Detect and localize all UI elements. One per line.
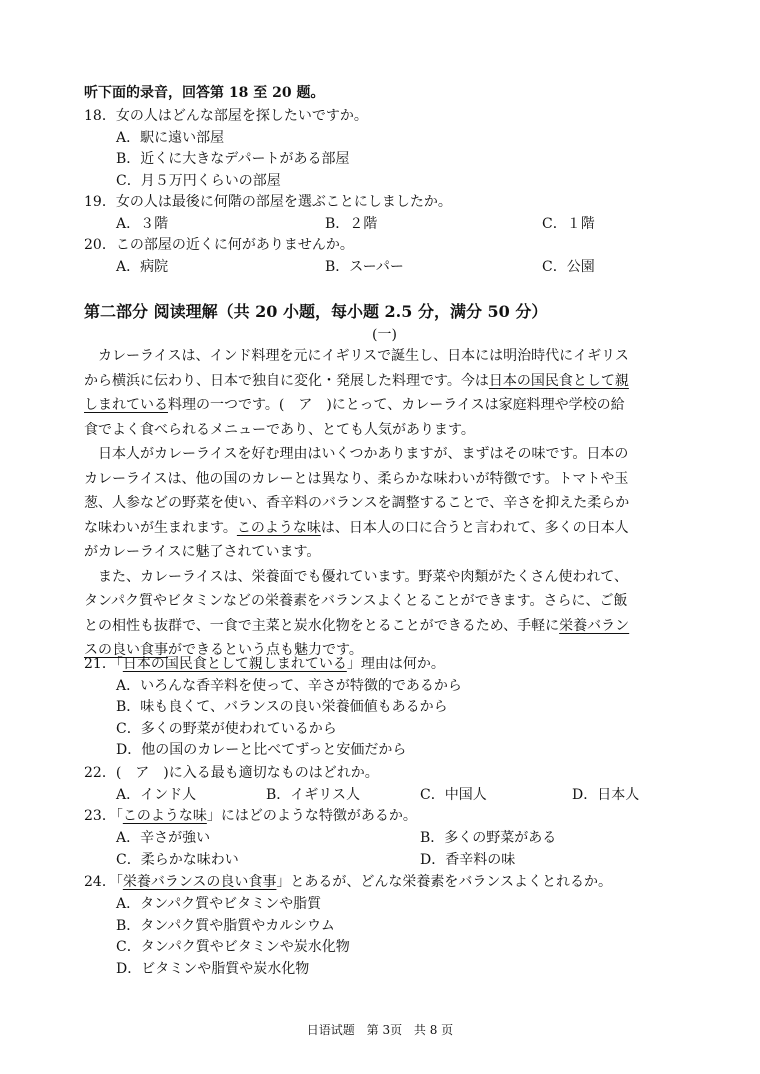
passage-line: 日本人がカレーライスを好む理由はいくつかありますが、まずはその味です。日本の <box>98 446 629 462</box>
option-22a: A．インド人 <box>116 787 197 803</box>
question-23 <box>84 806 417 826</box>
option-18c: C．月５万円くらいの部屋 <box>116 173 281 189</box>
underlined-phrase: 日本の国民食として親 <box>488 372 629 389</box>
option-23c: C．柔らかな味わい <box>116 852 239 868</box>
option-18b: B．近くに大きなデパートがある部屋 <box>116 151 350 167</box>
question-number: 21． <box>84 656 116 672</box>
option-21c: C．多くの野菜が使われているから <box>116 721 337 737</box>
bracket: 「 <box>115 874 123 890</box>
passage-line: また、カレーライスは、栄養面でも優れています。野菜や肉類がたくさん使われて、 <box>98 568 629 585</box>
question-text: 女の人はどんな部屋を探したいですか。 <box>115 108 368 124</box>
question-number: 24． <box>84 874 116 890</box>
question-24 <box>84 872 612 892</box>
question-number: 19． <box>84 194 116 210</box>
underlined-phrase: 栄養バラン <box>559 617 630 634</box>
passage-text: から横浜に伝わり、日本で独自に変化・発展した料理です。今は <box>84 372 489 389</box>
passage-line: タンパク質やビタミンなどの栄養素をバランスよくとることができます。さらに、ご飯 <box>84 593 628 609</box>
option-20b: B．スーパー <box>325 259 404 275</box>
passage-subtitle: (一) <box>372 327 397 343</box>
question-19 <box>84 192 452 212</box>
option-19b: B．２階 <box>325 216 378 232</box>
underlined-phrase: スの良い食事 <box>84 642 168 658</box>
bracket: 「 <box>115 808 123 824</box>
section-title: 第二部分 阅读理解（共 20 小题，每小题 2.5 分，满分 50 分） <box>84 302 548 321</box>
option-21b: B．味も良くて、バランスの良い栄養価値もあるから <box>116 699 448 715</box>
passage-text: は、日本人の口に合うと言われて、多くの日本人 <box>320 519 629 536</box>
passage-line <box>84 369 684 394</box>
question-text: 」にはどのような特徴があるか。 <box>206 808 417 824</box>
bracket: 「 <box>115 656 123 672</box>
underlined-phrase: しまれている <box>84 397 168 413</box>
option-20c: C．公園 <box>542 259 595 275</box>
option-22d: D．日本人 <box>572 787 640 803</box>
underlined-phrase: 栄養バランスの良い食事 <box>122 874 277 890</box>
question-22 <box>84 763 379 783</box>
underlined-phrase: このような味 <box>122 808 207 824</box>
listening-instruction: 听下面的录音，回答第 18 至 20 题。 <box>84 85 325 101</box>
page-footer <box>0 1021 760 1038</box>
passage-line: 葱、人参などの野菜を使い、香辛料のバランスを調整することで、辛さを抑えた柔らか <box>84 495 630 511</box>
option-22c: C．中国人 <box>420 787 487 803</box>
question-18 <box>84 106 368 126</box>
question-text: この部屋の近くに何がありませんか。 <box>115 237 354 253</box>
passage-line <box>84 614 684 639</box>
question-text: 女の人は最後に何階の部屋を選ぶことにしましたか。 <box>115 194 452 210</box>
footer-subject: 日语试题 <box>306 1023 355 1037</box>
question-number: 22． <box>84 765 116 781</box>
passage-text: 料理の一つです。( ア )にとって、カレーライスは家庭料理や学校の給 <box>168 397 625 413</box>
passage-line: がカレーライスに魅了されています。 <box>84 544 321 560</box>
passage-line <box>84 393 684 418</box>
option-23b: B．多くの野菜がある <box>420 830 557 846</box>
underlined-phrase: このような味 <box>236 519 321 536</box>
underlined-phrase: 日本の国民食として親しまれている <box>122 656 347 672</box>
passage-line: カレーライスは、インド料理を元にイギリスで誕生し、日本には明治時代にイギリス <box>98 348 629 364</box>
passage-line: 食でよく食べられるメニューであり、とても人気があります。 <box>84 421 475 438</box>
option-18a: A．駅に遠い部屋 <box>116 130 225 146</box>
passage-line: カレーライスは、他の国のカレーとは異なり、柔らかな味わいが特徴です。トマトや玉 <box>84 470 629 487</box>
question-number: 20． <box>84 237 116 253</box>
option-21a: A．いろんな香辛料を使って、辛さが特徴的であるから <box>116 678 462 694</box>
option-21d: D．他の国のカレーと比べてずっと安価だから <box>116 742 407 758</box>
question-text: 」理由は何か。 <box>346 656 445 672</box>
option-19c: C．１階 <box>542 216 595 232</box>
option-23d: D．香辛料の味 <box>420 852 516 868</box>
option-20a: A．病院 <box>116 259 169 275</box>
question-text: 」とあるが、どんな栄養素をバランスよくとれるか。 <box>276 874 613 890</box>
option-24a: A．タンパク質やビタミンや脂質 <box>116 896 322 912</box>
option-24c: C．タンパク質やビタミンや炭水化物 <box>116 939 350 955</box>
passage-text: な味わいが生まれます。 <box>84 519 237 536</box>
question-number: 18． <box>84 108 116 124</box>
question-number: 23． <box>84 808 116 824</box>
footer-total: 共 8 页 <box>413 1023 454 1037</box>
passage-line <box>84 516 684 541</box>
option-23a: A．辛さが強い <box>116 830 211 846</box>
passage-text: との相性も抜群で、一食で主菜と炭水化物をとることができるため、手軽に <box>84 617 560 634</box>
option-19a: A．３階 <box>116 216 169 232</box>
reading-passage <box>84 344 684 663</box>
question-text: ( ア )に入る最も適切なものはどれか。 <box>115 765 379 781</box>
option-24d: D．ビタミンや脂質や炭水化物 <box>116 961 310 977</box>
option-22b: B．イギリス人 <box>266 787 361 803</box>
question-20 <box>84 235 354 255</box>
question-21 <box>84 654 445 674</box>
footer-page: 第 3页 <box>366 1023 403 1037</box>
passage-text: ができるという点も魅力です。 <box>168 642 363 658</box>
option-24b: B．タンパク質や脂質やカルシウム <box>116 918 335 934</box>
